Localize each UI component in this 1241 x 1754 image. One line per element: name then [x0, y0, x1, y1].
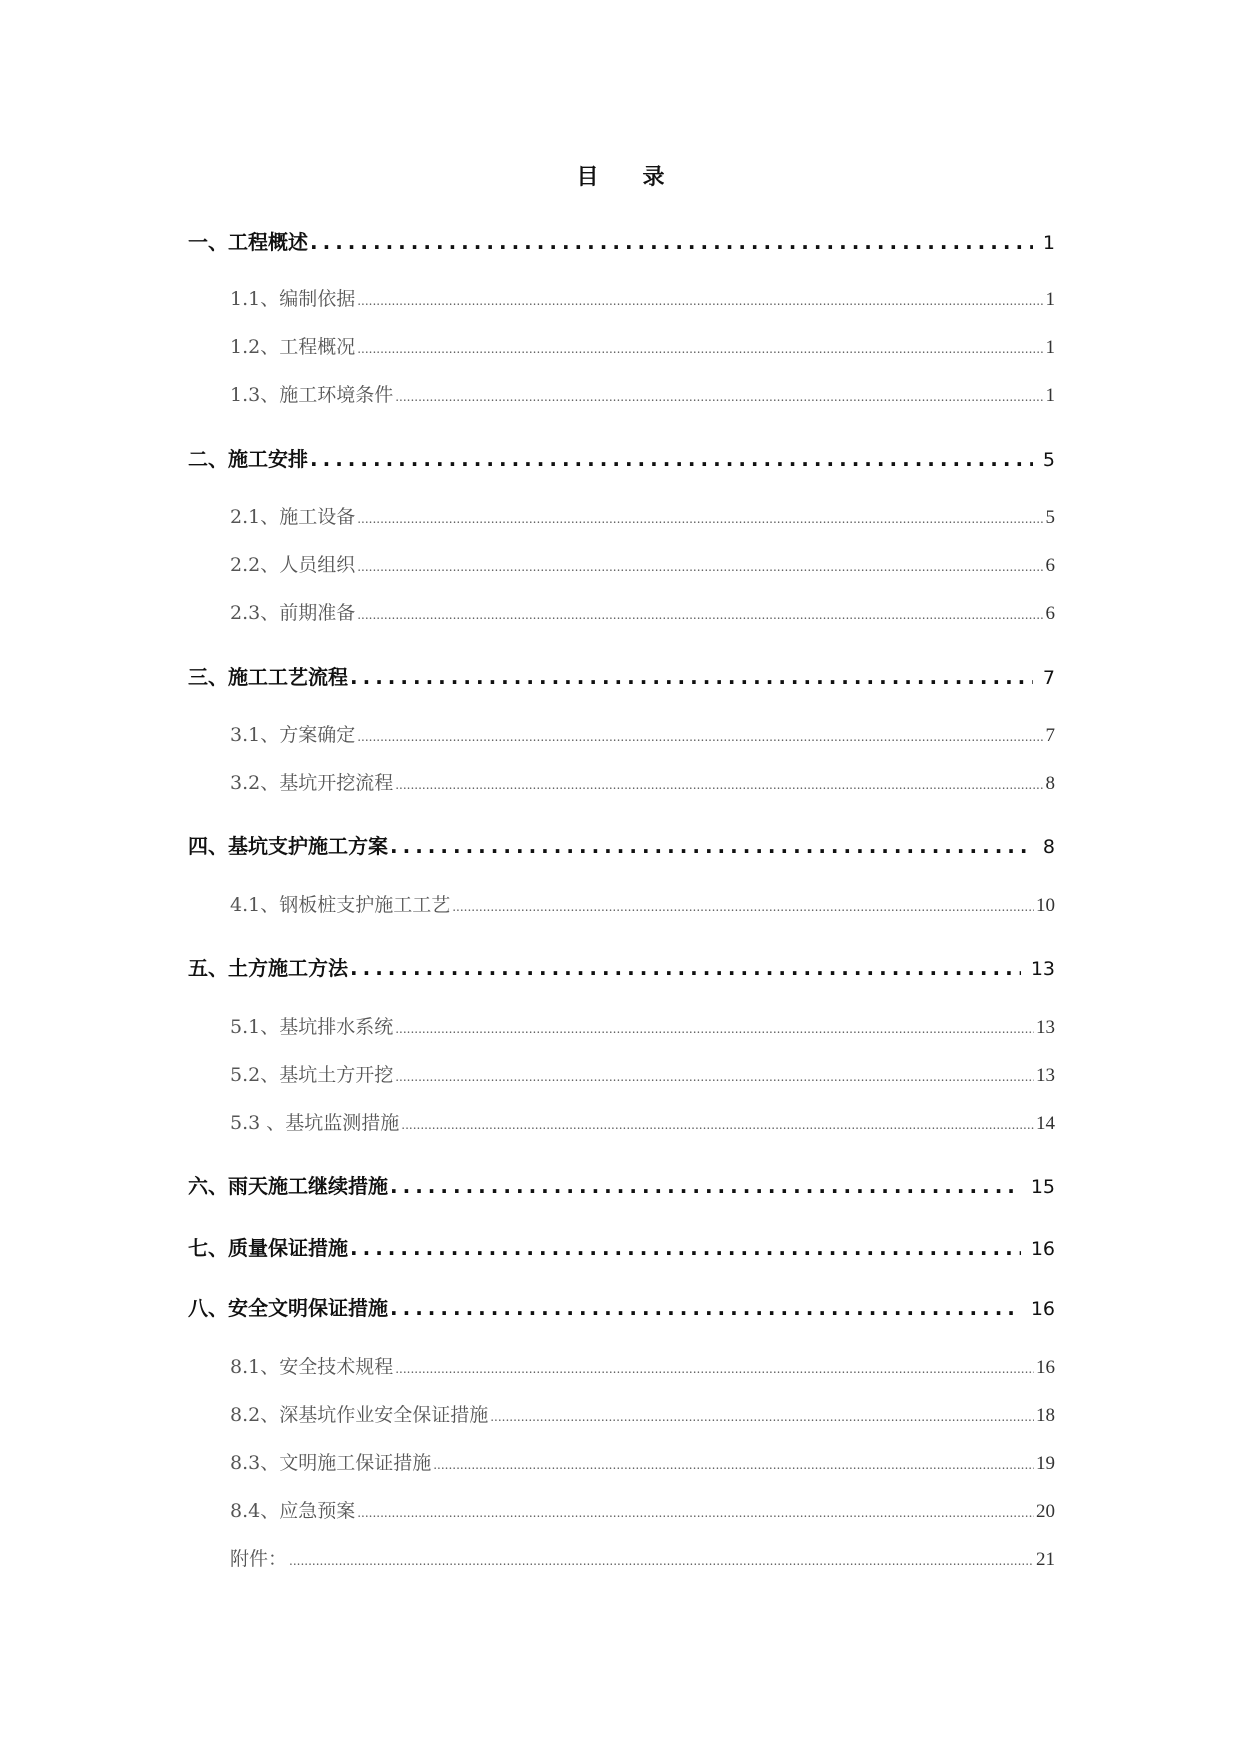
toc-leader-dots	[310, 447, 1033, 471]
toc-entry-section[interactable]	[230, 332, 1055, 359]
toc-leader-dots	[357, 294, 1043, 308]
toc-page-number: 13	[1036, 1065, 1055, 1086]
toc-leader-dots	[289, 1554, 1034, 1568]
toc-page-number: 16	[1030, 1298, 1055, 1320]
toc-leader-dots	[357, 730, 1043, 744]
toc-entry-label: 3.2、基坑开挖流程	[230, 772, 394, 794]
toc-leader-dots	[395, 1070, 1034, 1084]
toc-entry-chapter[interactable]	[188, 226, 1055, 255]
toc-entry-label: 8.2、深基坑作业安全保证措施	[230, 1404, 489, 1426]
toc-entry-label: 8.4、应急预案	[230, 1500, 356, 1522]
toc-page-number: 5	[1045, 507, 1055, 528]
toc-entry-label: 三、施工工艺流程	[188, 665, 348, 689]
toc-leader-dots	[390, 1174, 1021, 1198]
toc-entry-section[interactable]	[230, 1544, 1055, 1571]
toc-leader-dots	[350, 665, 1033, 689]
toc-leader-dots	[490, 1410, 1034, 1424]
toc-entry-section[interactable]	[230, 284, 1055, 311]
toc-leader-dots	[452, 900, 1034, 914]
toc-page-number: 6	[1045, 555, 1055, 576]
toc-leader-dots	[350, 956, 1021, 980]
toc-entry-label: 六、雨天施工继续措施	[188, 1174, 388, 1198]
toc-entry-label: 8.1、安全技术规程	[230, 1356, 394, 1378]
toc-entry-section[interactable]	[230, 1400, 1055, 1427]
toc-entry-section[interactable]	[230, 1108, 1055, 1135]
toc-page-number: 15	[1030, 1176, 1055, 1198]
toc-entry-chapter[interactable]	[188, 661, 1055, 690]
toc-page-number: 7	[1045, 725, 1055, 746]
toc-entry-label: 1.2、工程概况	[230, 336, 356, 358]
toc-entry-section[interactable]	[230, 1448, 1055, 1475]
toc-leader-dots	[357, 608, 1043, 622]
toc-entry-label: 二、施工安排	[188, 447, 308, 471]
toc-entry-section[interactable]	[230, 768, 1055, 795]
toc-page-number: 5	[1042, 449, 1055, 471]
toc-leader-dots	[401, 1118, 1034, 1132]
toc-entry-section[interactable]	[230, 380, 1055, 407]
toc-entry-label: 5.3 、基坑监测措施	[230, 1112, 400, 1134]
toc-entry-label: 2.1、施工设备	[230, 506, 356, 528]
toc-entry-label: 五、土方施工方法	[188, 956, 348, 980]
toc-page-number: 16	[1030, 1238, 1055, 1260]
toc-title-right: 录	[642, 165, 665, 190]
toc-leader-dots	[433, 1458, 1034, 1472]
toc-title-left: 目	[576, 165, 599, 190]
toc-entry-label: 1.1、编制依据	[230, 288, 356, 310]
toc-leader-dots	[395, 1362, 1034, 1376]
toc-page-number: 10	[1036, 895, 1055, 916]
toc-entry-label: 八、安全文明保证措施	[188, 1296, 388, 1320]
toc-page-number: 1	[1045, 337, 1055, 358]
toc-leader-dots	[357, 560, 1043, 574]
toc-entry-section[interactable]	[230, 1060, 1055, 1087]
toc-entry-chapter[interactable]	[188, 1292, 1055, 1321]
toc-leader-dots	[357, 342, 1043, 356]
toc-entry-label: 一、工程概述	[188, 230, 308, 254]
toc-entry-chapter[interactable]	[188, 1170, 1055, 1199]
toc-entry-section[interactable]	[230, 1496, 1055, 1523]
toc-page-number: 19	[1036, 1453, 1055, 1474]
toc-leader-dots	[390, 834, 1033, 858]
toc-leader-dots	[395, 1022, 1034, 1036]
toc-entry-label: 5.1、基坑排水系统	[230, 1016, 394, 1038]
toc-leader-dots	[310, 230, 1033, 254]
toc-page-number: 21	[1036, 1549, 1055, 1570]
toc-entry-section[interactable]	[230, 1012, 1055, 1039]
toc-entry-label: 8.3、文明施工保证措施	[230, 1452, 432, 1474]
toc-entry-label: 附件：	[230, 1548, 288, 1570]
toc-page-number: 14	[1036, 1113, 1055, 1134]
toc-page-number: 7	[1042, 667, 1055, 689]
toc-leader-dots	[395, 778, 1043, 792]
toc-entry-label: 3.1、方案确定	[230, 724, 356, 746]
toc-entry-label: 1.3、施工环境条件	[230, 384, 394, 406]
toc-leader-dots	[350, 1236, 1021, 1260]
toc-entry-section[interactable]	[230, 720, 1055, 747]
toc-page-number: 13	[1036, 1017, 1055, 1038]
toc-entry-label: 四、基坑支护施工方案	[188, 834, 388, 858]
toc-page-number: 16	[1036, 1357, 1055, 1378]
toc-page-number: 20	[1036, 1501, 1055, 1522]
toc-entry-label: 5.2、基坑土方开挖	[230, 1064, 394, 1086]
toc-page-number: 6	[1045, 603, 1055, 624]
toc-entry-label: 2.2、人员组织	[230, 554, 356, 576]
toc-entry-label: 2.3、前期准备	[230, 602, 356, 624]
toc-entry-chapter[interactable]	[188, 443, 1055, 472]
toc-page-number: 1	[1042, 232, 1055, 254]
toc-title	[0, 160, 1241, 191]
toc-entry-section[interactable]	[230, 890, 1055, 917]
toc-page-number: 18	[1036, 1405, 1055, 1426]
toc-entry-chapter[interactable]	[188, 952, 1055, 981]
toc-entry-section[interactable]	[230, 502, 1055, 529]
toc-entry-chapter[interactable]	[188, 830, 1055, 859]
toc-page-number: 8	[1045, 773, 1055, 794]
toc-entry-label: 4.1、钢板桩支护施工工艺	[230, 894, 451, 916]
toc-page-number: 13	[1030, 958, 1055, 980]
toc-leader-dots	[390, 1296, 1021, 1320]
toc-entry-section[interactable]	[230, 598, 1055, 625]
toc-entry-chapter[interactable]	[188, 1232, 1055, 1261]
toc-page-number: 8	[1042, 836, 1055, 858]
toc-page-number: 1	[1045, 289, 1055, 310]
toc-leader-dots	[357, 1506, 1034, 1520]
toc-leader-dots	[395, 390, 1043, 404]
toc-entry-section[interactable]	[230, 550, 1055, 577]
toc-entry-section[interactable]	[230, 1352, 1055, 1379]
toc-page-number: 1	[1045, 385, 1055, 406]
toc-entry-label: 七、质量保证措施	[188, 1236, 348, 1260]
toc-leader-dots	[357, 512, 1043, 526]
